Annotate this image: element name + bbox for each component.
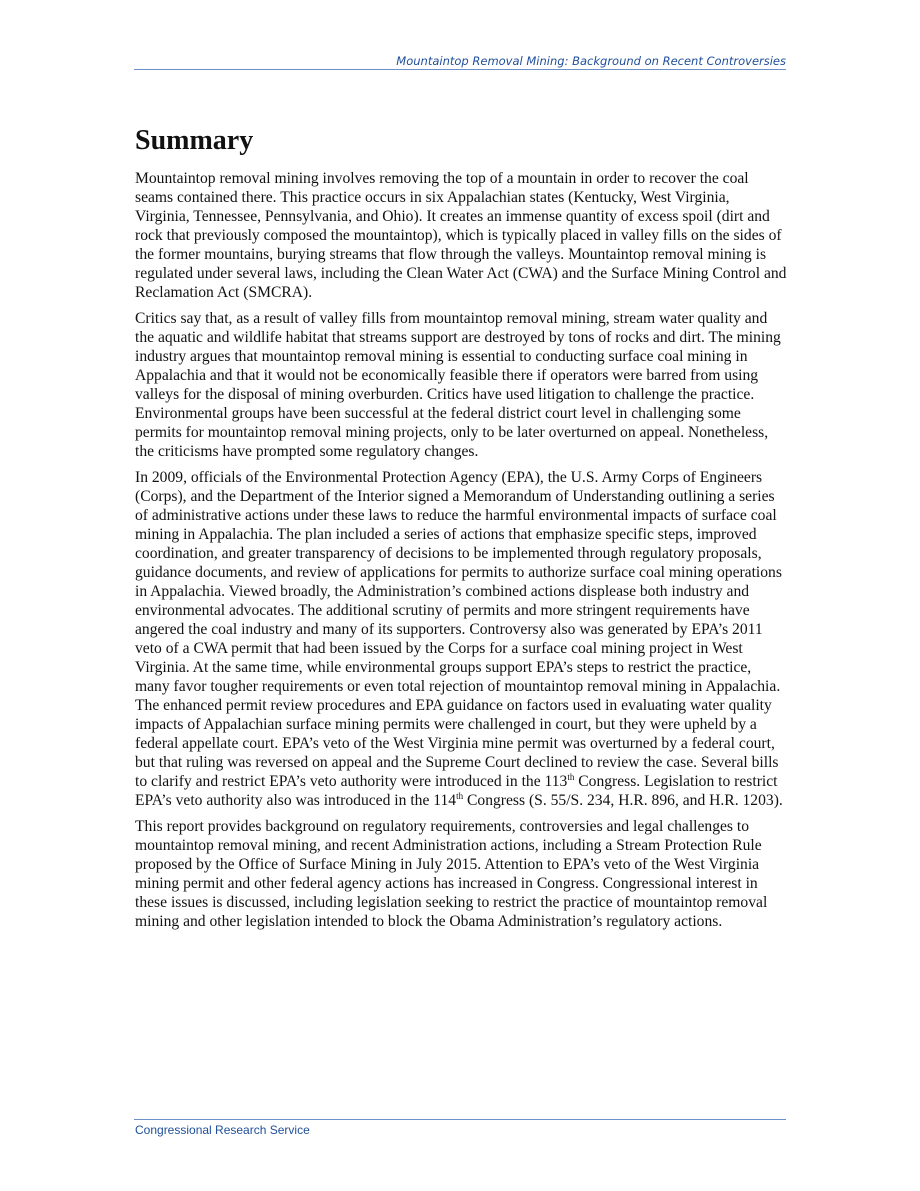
- summary-body: [135, 169, 787, 938]
- ordinal-superscript-114: th: [456, 790, 464, 801]
- paragraph-3-part-1: In 2009, officials of the Environmental Protection Agency (EPA), the U.S. Army Corps of Engineers (Corps), and the Department of the Interior signed a Memorandum of Understanding outlining a series of administrative actions under these laws to reduce the harmful environmental impacts of surface coal mining in Appalachia. The plan included a series of actions that emphasize specific steps, improved coordination, and greater transparency of decisions to be implemented through regulatory proposals, guidance documents, and review of applications for permits to authorize surface coal mining operations in Appalachia. Viewed broadly, the Administration’s combined actions displease both industry and environmental advocates. The additional scrutiny of permits and more stringent requirements have angered the coal industry and many of its supporters. Controversy also was generated by EPA’s 2011 veto of a CWA permit that had been issued by the Corps for a surface coal mining project in West Virginia. At the same time, while environmental groups support EPA’s steps to restrict the practice, many favor tougher requirements or even total rejection of mountaintop removal mining in Appalachia. The enhanced permit review procedures and EPA guidance on factors used in evaluating water quality impacts of Appalachian surface mining permits were challenged in court, but they were upheld by a federal appellate court. EPA’s veto of the West Virginia mine permit was overturned by a federal court, but that ruling was reversed on appeal and the Supreme Court declined to review the case. Several bills to clarify and restrict EPA’s veto authority were introduced in the 113: [135, 469, 782, 790]
- header-divider: [134, 69, 786, 70]
- paragraph-3-part-3: Congress (S. 55/S. 234, H.R. 896, and H.R. 1203).: [463, 792, 783, 809]
- page-title: Summary: [135, 125, 254, 156]
- footer-divider: [134, 1119, 786, 1120]
- summary-paragraph-4: This report provides background on regulatory requirements, controversies and legal challenges to mountaintop removal mining, and recent Administration actions, including a Stream Protection Rule proposed by the Office of Surface Mining in July 2015. Attention to EPA’s veto of the West Virginia mining permit and other federal agency actions has increased in Congress. Congressional interest in these issues is discussed, including legislation seeking to restrict the practice of mountaintop removal mining and other legislation intended to block the Obama Administration’s regulatory actions.: [135, 818, 768, 930]
- paragraph-3-part-2: Congress. Legislation to restrict EPA’s veto authority also was introduced in the 114: [135, 773, 778, 809]
- running-header: Mountaintop Removal Mining: Background on Recent Controversies: [396, 54, 786, 68]
- summary-paragraph-3: [135, 468, 787, 810]
- footer-organization: Congressional Research Service: [135, 1123, 310, 1137]
- summary-paragraph-2: Critics say that, as a result of valley fills from mountaintop removal mining, stream water quality and the aquatic and wildlife habitat that streams support are destroyed by tons of rocks and dirt. The mining industry argues that mountaintop removal mining is essential to conducting surface coal mining in Appalachia and that it would not be economically feasible there if operators were barred from using valleys for the disposal of mining overburden. Critics have used litigation to challenge the practice. Environmental groups have been successful at the federal district court level in challenging some permits for mountaintop removal mining projects, only to be later overturned on appeal. Nonetheless, the criticisms have prompted some regulatory changes.: [135, 310, 781, 460]
- ordinal-superscript-113: th: [567, 771, 575, 782]
- summary-paragraph-1: Mountaintop removal mining involves removing the top of a mountain in order to recover the coal seams contained there. This practice occurs in six Appalachian states (Kentucky, West Virginia, Virginia, Tennessee, Pennsylvania, and Ohio). It creates an immense quantity of excess spoil (dirt and rock that previously composed the mountaintop), which is typically placed in valley fills on the sides of the former mountains, burying streams that flow through the valleys. Mountaintop removal mining is regulated under several laws, including the Clean Water Act (CWA) and the Surface Mining Control and Reclamation Act (SMCRA).: [135, 170, 787, 301]
